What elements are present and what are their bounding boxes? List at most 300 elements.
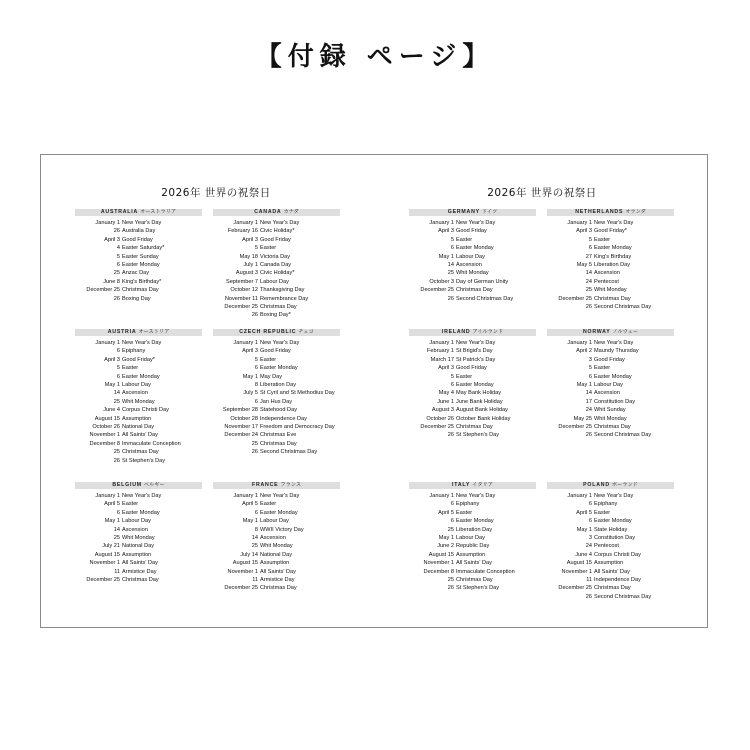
country-block-belgium <box>75 482 202 584</box>
holiday-row <box>75 356 202 364</box>
holiday-date: 8 <box>254 526 258 533</box>
holiday-row <box>75 219 202 227</box>
holiday-row <box>547 278 674 286</box>
holiday-name: October Bank Holiday <box>456 415 511 422</box>
holiday-date: 6 <box>588 518 592 525</box>
holiday-row <box>547 303 674 311</box>
holiday-date: 6 <box>588 501 592 508</box>
holiday-name: Assumption <box>122 551 152 558</box>
holiday-row <box>213 389 340 397</box>
holiday-row <box>75 227 202 235</box>
holiday-list <box>75 492 202 584</box>
holiday-date: May 25 <box>573 415 592 422</box>
holiday-name: Christmas Day <box>456 577 493 584</box>
holiday-row <box>75 261 202 269</box>
holiday-date: May 18 <box>239 253 258 260</box>
holiday-date: January 1 <box>233 340 258 346</box>
holiday-row <box>213 559 340 567</box>
holiday-row <box>409 295 536 303</box>
holiday-row <box>409 542 536 550</box>
holiday-name: Easter Monday <box>122 262 160 269</box>
holiday-row <box>547 431 674 439</box>
country-header <box>75 329 202 336</box>
holiday-row <box>213 227 340 235</box>
holiday-date: December 25 <box>224 585 258 592</box>
holiday-row <box>75 492 202 500</box>
holiday-row <box>547 389 674 397</box>
holiday-date: April 3 <box>242 348 258 355</box>
holiday-row <box>409 219 536 227</box>
holiday-name: Easter Saturday* <box>122 245 165 252</box>
holiday-list <box>409 339 536 440</box>
holiday-row <box>409 347 536 355</box>
holiday-name: Independence Day <box>260 415 307 422</box>
holiday-date: September 7 <box>225 278 258 285</box>
holiday-date: 26 <box>447 585 454 592</box>
holiday-date: 5 <box>116 253 120 260</box>
holiday-date: 25 <box>251 440 258 447</box>
holiday-row <box>547 381 674 389</box>
holiday-name: May Day <box>260 373 283 380</box>
holiday-row <box>75 381 202 389</box>
country-name-japanese: アイルランド <box>472 329 504 335</box>
holiday-date: January 1 <box>429 340 454 346</box>
holiday-date: 6 <box>450 518 454 525</box>
holiday-row <box>409 278 536 286</box>
holiday-date: August 3 <box>431 407 454 414</box>
holiday-name: Easter <box>456 373 473 380</box>
holiday-name: Labour Day <box>594 382 623 389</box>
panel-title: 2026年 世界の祝祭日 <box>487 187 597 199</box>
holiday-list <box>213 492 340 593</box>
country-block-france <box>213 482 340 593</box>
holiday-date: April 3 <box>242 236 258 243</box>
holiday-row <box>213 576 340 584</box>
holiday-date: December 25 <box>558 424 592 431</box>
holiday-name: Easter Monday <box>122 509 160 516</box>
holiday-name: Labour Day <box>122 382 151 389</box>
holiday-row <box>409 534 536 542</box>
holiday-date: 8 <box>254 382 258 389</box>
holiday-name: Assumption <box>456 551 486 558</box>
holiday-name: Good Friday <box>260 348 291 355</box>
holiday-row <box>409 492 536 500</box>
holiday-date: June 4 <box>103 407 120 414</box>
country-name: BELGIUM <box>112 482 142 488</box>
holiday-date: 14 <box>585 390 592 397</box>
holiday-date: August 15 <box>94 551 120 558</box>
holiday-date: 25 <box>113 270 120 277</box>
holiday-date: April 3 <box>104 236 120 243</box>
country-block-norway <box>547 329 674 440</box>
holiday-row <box>547 534 674 542</box>
holiday-row <box>75 576 202 584</box>
holiday-row <box>409 339 536 347</box>
holiday-row <box>409 517 536 525</box>
holiday-date: May 1 <box>576 526 592 533</box>
holiday-date: 11 <box>114 568 120 575</box>
holiday-row <box>75 568 202 576</box>
holiday-date: April 5 <box>576 509 592 516</box>
holiday-date: October 26 <box>426 415 454 422</box>
holiday-date: May 1 <box>576 382 592 389</box>
holiday-date: May 1 <box>438 253 454 260</box>
holiday-row <box>547 551 674 559</box>
holiday-date: October 12 <box>230 287 258 294</box>
country-header <box>547 482 674 489</box>
holiday-row <box>213 347 340 355</box>
holiday-date: April 2 <box>576 348 592 355</box>
holiday-name: Good Friday <box>260 236 291 243</box>
holiday-name: St Stephen's Day <box>456 585 500 592</box>
country-block-australia <box>75 209 202 303</box>
country-header <box>547 209 674 216</box>
holiday-name: Liberation Day <box>456 526 493 533</box>
holiday-row <box>547 526 674 534</box>
holiday-date: 6 <box>588 245 592 252</box>
holiday-row <box>75 448 202 456</box>
holiday-date: August 3 <box>235 270 258 277</box>
holiday-name: Day of German Unity <box>456 278 509 285</box>
holiday-name: Constitution Day <box>594 398 636 405</box>
holiday-name: Pentecost <box>594 543 619 550</box>
holiday-date: 14 <box>447 262 454 269</box>
holiday-row <box>547 415 674 423</box>
holiday-date: 24 <box>585 407 592 414</box>
country-header <box>409 209 536 216</box>
holiday-name: Thanksgiving Day <box>260 287 305 294</box>
holiday-name: WWII Victory Day <box>260 526 304 533</box>
holiday-date: April 3 <box>438 228 454 235</box>
holiday-name: Good Friday <box>456 228 487 235</box>
holiday-name: All Saints' Day <box>122 560 158 567</box>
holiday-list <box>75 219 202 303</box>
holiday-date: 6 <box>254 398 258 405</box>
holiday-name: Easter <box>260 501 277 508</box>
holiday-name: Armistice Day <box>260 577 295 584</box>
holiday-name: Boxing Day* <box>260 312 291 319</box>
holiday-name: Good Friday <box>456 365 487 372</box>
holiday-row <box>547 509 674 517</box>
holiday-name: St Brigid's Day <box>456 348 493 355</box>
holiday-row <box>547 269 674 277</box>
holiday-name: Christmas Day <box>122 577 159 584</box>
holiday-row <box>547 517 674 525</box>
holiday-date: 26 <box>585 593 592 600</box>
holiday-name: Freedom and Democracy Day <box>260 424 335 431</box>
holiday-row <box>213 568 340 576</box>
holiday-row <box>75 269 202 277</box>
holiday-name: Easter <box>122 365 139 372</box>
holiday-date: January 1 <box>429 493 454 499</box>
holiday-row <box>409 431 536 439</box>
holiday-name: Easter Monday <box>260 509 298 516</box>
holiday-date: 6 <box>116 262 120 269</box>
holiday-row <box>213 303 340 311</box>
holiday-row <box>547 593 674 601</box>
holiday-date: September 28 <box>222 407 258 414</box>
holiday-name: Labour Day <box>456 535 485 542</box>
holiday-row <box>213 311 340 319</box>
holiday-list <box>547 492 674 601</box>
holiday-date: January 1 <box>567 493 592 499</box>
holiday-name: All Saints' Day <box>594 568 630 575</box>
holiday-name: Easter Monday <box>122 373 160 380</box>
holiday-row <box>75 278 202 286</box>
holiday-date: 5 <box>450 373 454 380</box>
holiday-row <box>547 398 674 406</box>
holiday-row <box>547 347 674 355</box>
holiday-row <box>547 244 674 252</box>
holiday-date: July 1 <box>243 262 258 269</box>
holiday-date: 14 <box>251 535 258 542</box>
holiday-date: October 3 <box>429 278 454 285</box>
holiday-date: 25 <box>113 398 120 405</box>
holiday-row <box>213 509 340 517</box>
country-name: CANADA <box>254 209 282 215</box>
holiday-name: Christmas Day <box>456 287 493 294</box>
holiday-date: May 1 <box>438 535 454 542</box>
holiday-name: Remembrance Day <box>260 295 309 302</box>
holiday-row <box>75 542 202 550</box>
country-name: NORWAY <box>582 329 611 335</box>
holiday-name: Easter <box>594 236 611 243</box>
holiday-date: 26 <box>585 432 592 439</box>
holiday-date: April 3 <box>576 228 592 235</box>
holiday-date: 26 <box>113 295 120 302</box>
calendar-panel-left <box>41 155 375 627</box>
holiday-row <box>547 542 674 550</box>
holiday-row <box>75 440 202 448</box>
holiday-date: April 5 <box>104 501 120 508</box>
holiday-name: New Year's Day <box>122 493 162 499</box>
holiday-name: King's Birthday* <box>122 278 162 285</box>
holiday-date: February 1 <box>426 348 454 355</box>
holiday-row <box>409 568 536 576</box>
holiday-row <box>409 286 536 294</box>
holiday-name: National Day <box>122 424 155 431</box>
holiday-row <box>213 551 340 559</box>
holiday-row <box>75 339 202 347</box>
holiday-row <box>75 500 202 508</box>
holiday-name: New Year's Day <box>594 493 634 499</box>
holiday-name: Whit Monday <box>594 287 627 294</box>
holiday-row <box>409 398 536 406</box>
holiday-date: 5 <box>254 356 258 363</box>
holiday-name: St Stephen's Day <box>456 432 500 439</box>
country-name: AUSTRIA <box>107 329 137 335</box>
country-name-japanese: オーストラリア <box>140 209 177 215</box>
holiday-row <box>547 261 674 269</box>
holiday-row <box>213 542 340 550</box>
holiday-name: Good Friday <box>122 236 153 243</box>
country-name: GERMANY <box>447 209 480 215</box>
country-block-austria <box>75 329 202 465</box>
holiday-row <box>409 244 536 252</box>
holiday-date: 5 <box>116 365 120 372</box>
holiday-date: November 1 <box>89 560 120 567</box>
holiday-name: Second Christmas Day <box>594 304 652 311</box>
holiday-date: 26 <box>113 228 120 235</box>
holiday-date: December 8 <box>89 440 120 447</box>
country-name-japanese: チェコ <box>298 329 314 335</box>
holiday-name: Independence Day <box>594 577 641 584</box>
holiday-name: Easter Monday <box>456 382 494 389</box>
holiday-name: Victoria Day <box>260 253 291 260</box>
holiday-row <box>213 356 340 364</box>
holiday-date: January 1 <box>233 493 258 499</box>
holiday-list <box>213 339 340 457</box>
holiday-row <box>75 364 202 372</box>
panel-title: 2026年 世界の祝祭日 <box>161 187 271 199</box>
holiday-name: Easter Monday <box>260 365 298 372</box>
holiday-date: 6 <box>450 501 454 508</box>
holiday-name: New Year's Day <box>260 220 300 226</box>
holiday-name: Labour Day <box>260 518 289 525</box>
holiday-date: November 1 <box>561 568 592 575</box>
holiday-list <box>547 339 674 440</box>
holiday-row <box>409 423 536 431</box>
country-header <box>409 482 536 489</box>
holiday-name: Whit Monday <box>260 543 293 550</box>
holiday-date: 5 <box>588 236 592 243</box>
holiday-name: Republic Day <box>456 543 490 550</box>
holiday-date: 6 <box>254 509 258 516</box>
holiday-row <box>75 236 202 244</box>
holiday-list <box>213 219 340 320</box>
holiday-date: May 1 <box>242 518 258 525</box>
holiday-date: 24 <box>585 278 592 285</box>
holiday-row <box>409 269 536 277</box>
holiday-calendar-sheet <box>40 154 708 628</box>
holiday-name: New Year's Day <box>260 493 300 499</box>
holiday-row <box>213 526 340 534</box>
holiday-name: Assumption <box>260 560 290 567</box>
holiday-name: Whit Monday <box>594 415 627 422</box>
holiday-row <box>213 295 340 303</box>
holiday-name: Second Christmas Day <box>594 432 652 439</box>
holiday-date: 14 <box>113 390 120 397</box>
country-header <box>213 329 340 336</box>
country-name: IRELAND <box>441 329 471 335</box>
holiday-row <box>409 236 536 244</box>
holiday-date: August 15 <box>94 415 120 422</box>
holiday-row <box>547 227 674 235</box>
holiday-date: April 3 <box>438 365 454 372</box>
country-block-canada <box>213 209 340 320</box>
holiday-name: Assumption <box>594 560 624 567</box>
holiday-name: St Cyril and St Methodius Day <box>260 390 335 397</box>
holiday-name: Corpus Christi Day <box>594 551 641 558</box>
holiday-date: 26 <box>113 457 120 464</box>
holiday-date: 26 <box>251 312 258 319</box>
holiday-name: King's Birthday <box>594 253 632 260</box>
holiday-name: Labour Day <box>260 278 289 285</box>
holiday-name: Easter Monday <box>456 245 494 252</box>
holiday-date: 26 <box>447 295 454 302</box>
holiday-name: New Year's Day <box>456 220 496 226</box>
holiday-name: Easter Monday <box>456 518 494 525</box>
holiday-date: November 1 <box>227 568 258 575</box>
holiday-row <box>213 261 340 269</box>
holiday-name: Easter Monday <box>594 518 632 525</box>
holiday-date: June 8 <box>103 278 120 285</box>
holiday-row <box>213 253 340 261</box>
holiday-row <box>409 509 536 517</box>
country-name: AUSTRALIA <box>100 209 139 215</box>
holiday-row <box>409 584 536 592</box>
holiday-date: October 26 <box>92 424 120 431</box>
holiday-row <box>213 423 340 431</box>
holiday-date: February 16 <box>227 228 258 235</box>
holiday-date: July 5 <box>243 390 258 397</box>
holiday-name: Easter <box>594 365 611 372</box>
holiday-date: December 24 <box>224 432 258 439</box>
holiday-name: New Year's Day <box>594 340 634 346</box>
holiday-row <box>409 406 536 414</box>
holiday-row <box>547 356 674 364</box>
holiday-date: November 1 <box>423 560 454 567</box>
holiday-row <box>547 406 674 414</box>
country-header <box>409 329 536 336</box>
holiday-name: Christmas Day <box>456 424 493 431</box>
holiday-name: Anzac Day <box>122 270 150 277</box>
holiday-name: Maundy Thursday <box>594 348 639 355</box>
holiday-date: December 25 <box>86 287 120 294</box>
holiday-date: June 2 <box>437 543 454 550</box>
holiday-row <box>409 559 536 567</box>
holiday-row <box>409 576 536 584</box>
holiday-date: 14 <box>585 270 592 277</box>
holiday-name: New Year's Day <box>260 340 300 346</box>
holiday-date: November 1 <box>89 432 120 439</box>
holiday-name: Second Christmas Day <box>260 449 318 456</box>
holiday-name: Christmas Day <box>594 424 631 431</box>
holiday-name: Easter <box>456 509 473 516</box>
holiday-date: April 5 <box>438 509 454 516</box>
holiday-date: December 25 <box>420 424 454 431</box>
holiday-row <box>75 431 202 439</box>
holiday-date: August 15 <box>566 560 592 567</box>
holiday-name: All Saints' Day <box>456 560 492 567</box>
holiday-row <box>213 406 340 414</box>
holiday-name: Good Friday <box>594 356 625 363</box>
holiday-date: August 15 <box>428 551 454 558</box>
holiday-name: Ascension <box>594 270 620 277</box>
holiday-name: Assumption <box>122 415 152 422</box>
holiday-row <box>213 269 340 277</box>
holiday-name: August Bank Holiday <box>456 407 508 414</box>
country-name: POLAND <box>583 482 610 488</box>
holiday-list <box>409 492 536 593</box>
holiday-date: January 1 <box>429 220 454 226</box>
country-name-japanese: ポーランド <box>611 482 638 488</box>
country-header <box>547 329 674 336</box>
holiday-date: January 1 <box>567 340 592 346</box>
holiday-row <box>213 339 340 347</box>
holiday-list <box>547 219 674 311</box>
holiday-row <box>75 423 202 431</box>
holiday-row <box>547 339 674 347</box>
holiday-name: Christmas Day <box>594 295 631 302</box>
holiday-date: January 1 <box>95 220 120 226</box>
holiday-row <box>409 389 536 397</box>
holiday-row <box>75 253 202 261</box>
holiday-row <box>75 415 202 423</box>
holiday-name: Civic Holiday* <box>260 228 295 235</box>
holiday-date: 5 <box>254 245 258 252</box>
holiday-date: 26 <box>251 449 258 456</box>
